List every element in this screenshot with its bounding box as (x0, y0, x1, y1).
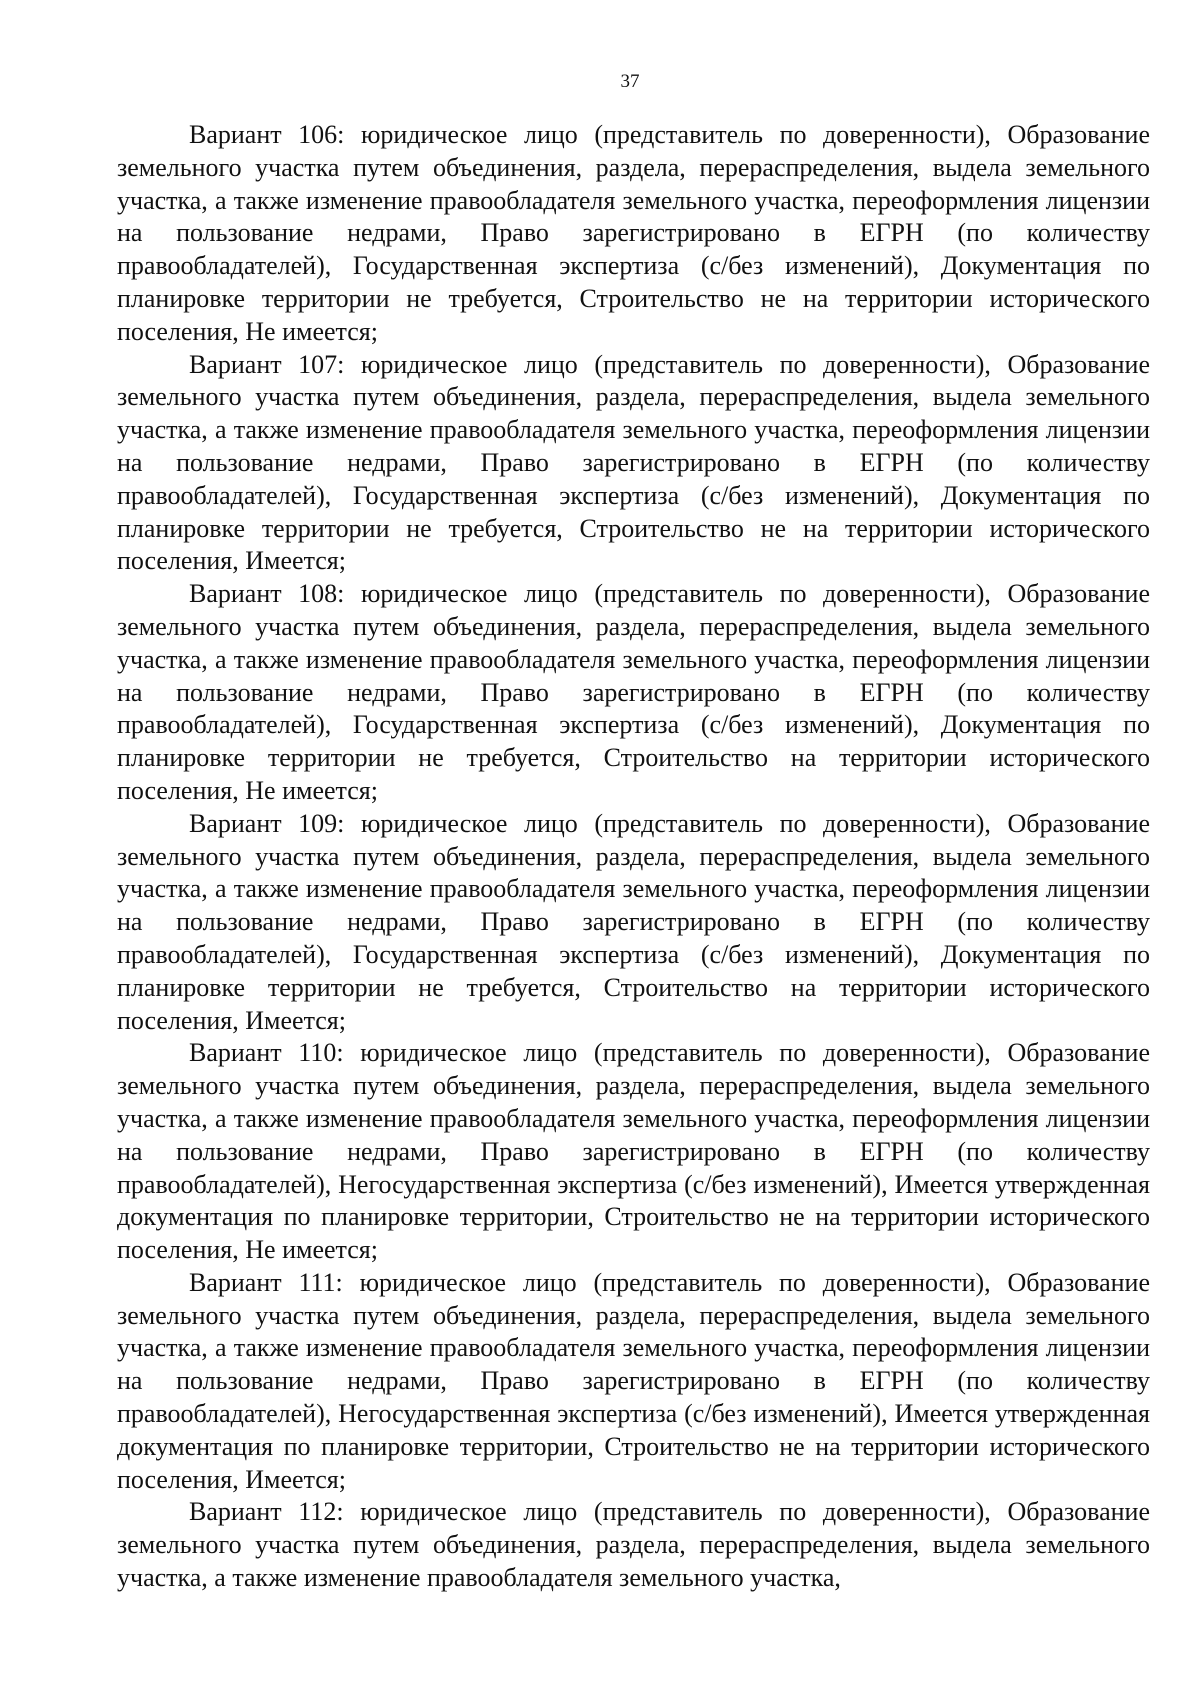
paragraph-variant-108: Вариант 108: юридическое лицо (представитель по доверенности), Образование земельного участка путем объединения, раздела, перераспределения, выдела земельного участка, а также изменение правообладателя земельного участка, переоформления лицензии на пользование недрами, Право зарегистрировано в ЕГРН (по количеству правообладателей), Государственная экспертиза (с/без изменений), Документация по планировке территории не требуется, Строительство на территории исторического поселения, Не имеется; (117, 579, 1150, 805)
paragraph-variant-110: Вариант 110: юридическое лицо (представитель по доверенности), Образование земельного участка путем объединения, раздела, перераспределения, выдела земельного участка, а также изменение правообладателя земельного участка, переоформления лицензии на пользование недрами, Право зарегистрировано в ЕГРН (по количеству правообладателей), Негосударственная экспертиза (с/без изменений), Имеется утвержденная документация по планировке территории, Строительство не на территории исторического поселения, Не имеется; (117, 1038, 1150, 1265)
paragraph-variant-109: Вариант 109: юридическое лицо (представитель по доверенности), Образование земельного участка путем объединения, раздела, перераспределения, выдела земельного участка, а также изменение правообладателя земельного участка, переоформления лицензии на пользование недрами, Право зарегистрировано в ЕГРН (по количеству правообладателей), Государственная экспертиза (с/без изменений), Документация по планировке территории не требуется, Строительство на территории исторического поселения, Имеется; (117, 808, 1150, 1035)
document-body (117, 119, 1150, 1595)
paragraph-variant-111: Вариант 111: юридическое лицо (представитель по доверенности), Образование земельного участка путем объединения, раздела, перераспределения, выдела земельного участка, а также изменение правообладателя земельного участка, переоформления лицензии на пользование недрами, Право зарегистрировано в ЕГРН (по количеству правообладателей), Негосударственная экспертиза (с/без изменений), Имеется утвержденная документация по планировке территории, Строительство не на территории исторического поселения, Имеется; (117, 1267, 1150, 1494)
page-number: 37 (620, 71, 640, 92)
paragraph-variant-112: Вариант 112: юридическое лицо (представитель по доверенности), Образование земельного участка путем объединения, раздела, перераспределения, выдела земельного участка, а также изменение правообладателя земельного участка, (117, 1497, 1150, 1593)
paragraph-variant-107: Вариант 107: юридическое лицо (представитель по доверенности), Образование земельного участка путем объединения, раздела, перераспределения, выдела земельного участка, а также изменение правообладателя земельного участка, переоформления лицензии на пользование недрами, Право зарегистрировано в ЕГРН (по количеству правообладателей), Государственная экспертиза (с/без изменений), Документация по планировке территории не требуется, Строительство не на территории исторического поселения, Имеется; (117, 349, 1150, 576)
paragraph-variant-106: Вариант 106: юридическое лицо (представитель по доверенности), Образование земельного участка путем объединения, раздела, перераспределения, выдела земельного участка, а также изменение правообладателя земельного участка, переоформления лицензии на пользование недрами, Право зарегистрировано в ЕГРН (по количеству правообладателей), Государственная экспертиза (с/без изменений), Документация по планировке территории не требуется, Строительство не на территории исторического поселения, Не имеется; (117, 120, 1150, 346)
